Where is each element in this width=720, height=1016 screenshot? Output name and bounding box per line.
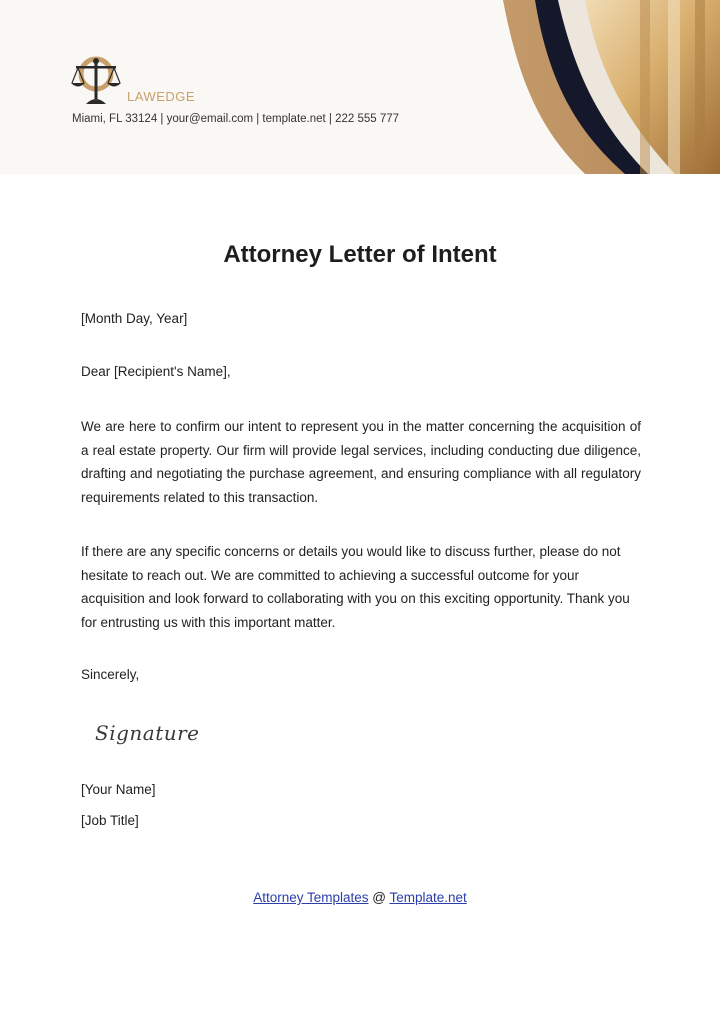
letterhead bbox=[0, 0, 720, 174]
body-paragraph-1: We are here to confirm our intent to represent you in the matter concerning the acquisition of a real estate property. Our firm will provide legal services, including conducting due diligence, drafting and negotiating the purchase agreement, and ensuring compliance with all regulatory requirements related to this transaction. bbox=[81, 419, 641, 505]
sender-name: [Your Name] bbox=[81, 782, 156, 797]
sender-job-title: [Job Title] bbox=[81, 813, 139, 828]
letter-date: [Month Day, Year] bbox=[81, 311, 188, 326]
contact-info: Miami, FL 33124 | your@email.com | template.net | 222 555 777 bbox=[72, 113, 400, 125]
signature: Signature bbox=[95, 721, 200, 745]
template-net-link[interactable]: Template.net bbox=[389, 890, 467, 905]
document-title: Attorney Letter of Intent bbox=[223, 241, 497, 268]
salutation: Dear [Recipient's Name], bbox=[81, 364, 231, 379]
footer bbox=[0, 890, 720, 905]
footer-separator: @ bbox=[368, 890, 390, 905]
brand-name: LAWEDGE bbox=[127, 89, 196, 104]
closing: Sincerely, bbox=[81, 667, 140, 682]
body-paragraph-2: If there are any specific concerns or details you would like to discuss further, please do not hesitate to reach out. We are committed to achieving a successful outcome for your acquisition and look forward to collaborating with you on this exciting opportunity. Thank you for entrusting us with this important matter. bbox=[81, 544, 630, 630]
attorney-templates-link[interactable]: Attorney Templates bbox=[253, 890, 369, 905]
scales-of-justice-icon bbox=[68, 52, 128, 108]
